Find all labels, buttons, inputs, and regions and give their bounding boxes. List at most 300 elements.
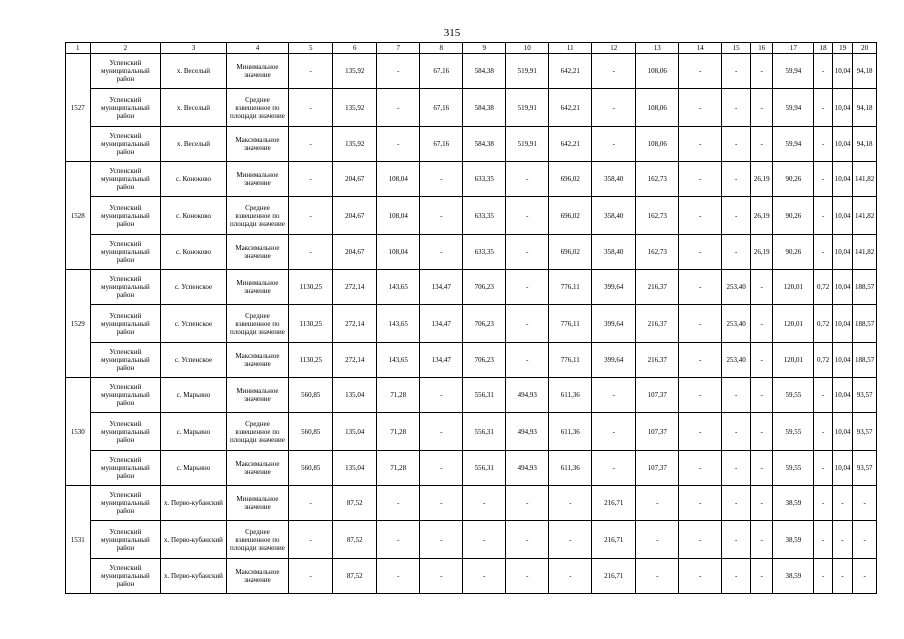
value-cell: -: [679, 413, 722, 451]
value-cell: -: [722, 451, 751, 486]
table-row: [66, 127, 877, 162]
district-cell: Успенский муниципальный район: [90, 162, 161, 197]
column-header: 3: [161, 43, 227, 54]
value-cell: -: [750, 54, 773, 89]
value-cell: -: [420, 486, 463, 521]
settlement-cell: х. Веселый: [161, 89, 227, 127]
column-header: 10: [506, 43, 549, 54]
value-cell: 135,04: [333, 378, 377, 413]
value-cell: 399,64: [592, 270, 636, 305]
value-cell: -: [506, 559, 549, 594]
value-cell: 642,21: [549, 54, 592, 89]
value-cell: -: [814, 451, 832, 486]
value-cell: 584,38: [463, 127, 506, 162]
value-cell: 59,55: [773, 451, 814, 486]
column-header: 9: [463, 43, 506, 54]
value-cell: 38,59: [773, 486, 814, 521]
column-header: 19: [832, 43, 852, 54]
table-row: [66, 521, 877, 559]
value-cell: 358,40: [592, 197, 636, 235]
value-cell: -: [679, 54, 722, 89]
value-cell: 556,31: [463, 413, 506, 451]
value-cell: -: [722, 127, 751, 162]
value-cell: 10,04: [832, 162, 852, 197]
value-cell: 776,11: [549, 305, 592, 343]
row-number: 1530: [66, 378, 91, 486]
value-cell: 120,01: [773, 305, 814, 343]
district-cell: Успенский муниципальный район: [90, 413, 161, 451]
page-number: 315: [443, 27, 461, 39]
value-cell: -: [853, 559, 877, 594]
value-cell: 93,57: [853, 378, 877, 413]
value-cell: 253,40: [722, 343, 751, 378]
value-cell: 272,14: [333, 270, 377, 305]
value-cell: 399,64: [592, 343, 636, 378]
value-cell: -: [506, 521, 549, 559]
value-cell: -: [832, 521, 852, 559]
value-cell: 611,36: [549, 378, 592, 413]
value-cell: 135,92: [333, 127, 377, 162]
value-cell: 272,14: [333, 305, 377, 343]
value-cell: 38,59: [773, 521, 814, 559]
value-cell: -: [289, 559, 333, 594]
value-cell: -: [549, 486, 592, 521]
value-cell: 108,06: [636, 89, 679, 127]
value-type-cell: Максимальное значение: [226, 451, 288, 486]
column-header: 16: [750, 43, 773, 54]
table-row: [66, 305, 877, 343]
district-cell: Успенский муниципальный район: [90, 378, 161, 413]
value-cell: -: [463, 559, 506, 594]
value-cell: 696,02: [549, 235, 592, 270]
value-cell: -: [814, 89, 832, 127]
value-cell: 59,94: [773, 54, 814, 89]
value-cell: -: [549, 521, 592, 559]
value-cell: -: [679, 270, 722, 305]
value-cell: 87,52: [333, 559, 377, 594]
settlement-cell: с. Коноково: [161, 235, 227, 270]
value-cell: 26,19: [750, 197, 773, 235]
value-cell: 143,65: [377, 343, 420, 378]
value-cell: -: [420, 521, 463, 559]
value-cell: 87,52: [333, 521, 377, 559]
value-cell: 696,02: [549, 162, 592, 197]
value-cell: 253,40: [722, 270, 751, 305]
value-type-cell: Минимальное значение: [226, 378, 288, 413]
settlement-cell: х. Перво-кубанский: [161, 521, 227, 559]
value-cell: 10,04: [832, 413, 852, 451]
value-cell: 108,04: [377, 162, 420, 197]
value-type-cell: Минимальное значение: [226, 54, 288, 89]
value-type-cell: Минимальное значение: [226, 162, 288, 197]
value-cell: 776,11: [549, 343, 592, 378]
value-cell: 134,47: [420, 270, 463, 305]
value-cell: -: [679, 127, 722, 162]
district-cell: Успенский муниципальный район: [90, 127, 161, 162]
value-cell: -: [592, 413, 636, 451]
district-cell: Успенский муниципальный район: [90, 343, 161, 378]
table-row: [66, 162, 877, 197]
district-cell: Успенский муниципальный район: [90, 197, 161, 235]
value-cell: 399,64: [592, 305, 636, 343]
value-cell: -: [853, 486, 877, 521]
value-cell: 519,91: [506, 127, 549, 162]
value-cell: -: [636, 486, 679, 521]
column-header: 15: [722, 43, 751, 54]
value-cell: 143,65: [377, 305, 420, 343]
value-type-cell: Среднее взвешенное по площади значение: [226, 197, 288, 235]
value-cell: -: [722, 235, 751, 270]
value-cell: -: [853, 521, 877, 559]
value-cell: -: [814, 413, 832, 451]
settlement-cell: с. Успенское: [161, 270, 227, 305]
value-cell: 67,16: [420, 89, 463, 127]
value-cell: 272,14: [333, 343, 377, 378]
value-cell: 706,23: [463, 270, 506, 305]
value-cell: -: [814, 486, 832, 521]
value-cell: 135,04: [333, 413, 377, 451]
value-cell: 107,37: [636, 451, 679, 486]
value-cell: 108,06: [636, 127, 679, 162]
value-cell: -: [377, 54, 420, 89]
value-cell: 358,40: [592, 162, 636, 197]
value-cell: 494,93: [506, 378, 549, 413]
value-type-cell: Максимальное значение: [226, 127, 288, 162]
value-cell: 90,26: [773, 235, 814, 270]
value-cell: -: [750, 486, 773, 521]
value-cell: 108,04: [377, 197, 420, 235]
value-cell: -: [750, 521, 773, 559]
row-number: 1527: [66, 54, 91, 162]
value-cell: -: [832, 486, 852, 521]
district-cell: Успенский муниципальный район: [90, 305, 161, 343]
column-header: 8: [420, 43, 463, 54]
value-cell: -: [463, 486, 506, 521]
value-cell: 94,18: [853, 54, 877, 89]
district-cell: Успенский муниципальный район: [90, 521, 161, 559]
value-cell: -: [420, 197, 463, 235]
table-body: [66, 54, 877, 594]
table-row: [66, 270, 877, 305]
value-cell: 38,59: [773, 559, 814, 594]
value-cell: -: [722, 521, 751, 559]
table-row: [66, 89, 877, 127]
value-cell: 0,72: [814, 305, 832, 343]
value-cell: 87,52: [333, 486, 377, 521]
value-cell: -: [420, 413, 463, 451]
value-cell: -: [750, 89, 773, 127]
header-row: [66, 43, 877, 54]
column-header: 17: [773, 43, 814, 54]
value-cell: 59,94: [773, 127, 814, 162]
column-header: 11: [549, 43, 592, 54]
settlement-cell: с. Коноково: [161, 197, 227, 235]
value-cell: -: [592, 451, 636, 486]
value-cell: 94,18: [853, 89, 877, 127]
column-header: 5: [289, 43, 333, 54]
value-cell: -: [750, 378, 773, 413]
value-cell: 216,37: [636, 343, 679, 378]
value-cell: -: [814, 162, 832, 197]
value-cell: 26,19: [750, 235, 773, 270]
value-cell: -: [679, 521, 722, 559]
value-cell: 216,71: [592, 486, 636, 521]
value-cell: -: [750, 127, 773, 162]
value-cell: -: [750, 451, 773, 486]
value-cell: -: [722, 54, 751, 89]
value-cell: -: [679, 378, 722, 413]
value-cell: -: [506, 235, 549, 270]
value-cell: 216,37: [636, 305, 679, 343]
value-cell: -: [814, 54, 832, 89]
value-cell: 141,82: [853, 162, 877, 197]
value-cell: 204,67: [333, 162, 377, 197]
value-cell: -: [814, 127, 832, 162]
value-cell: 188,57: [853, 270, 877, 305]
value-cell: -: [592, 54, 636, 89]
district-cell: Успенский муниципальный район: [90, 235, 161, 270]
value-cell: 90,26: [773, 162, 814, 197]
table-row: [66, 378, 877, 413]
row-number: 1531: [66, 486, 91, 594]
value-cell: 135,04: [333, 451, 377, 486]
column-header: 2: [90, 43, 161, 54]
value-cell: -: [377, 486, 420, 521]
district-cell: Успенский муниципальный район: [90, 270, 161, 305]
column-header: 7: [377, 43, 420, 54]
district-cell: Успенский муниципальный район: [90, 559, 161, 594]
value-cell: 10,04: [832, 270, 852, 305]
settlement-cell: х. Веселый: [161, 127, 227, 162]
value-cell: -: [814, 197, 832, 235]
column-header: 4: [226, 43, 288, 54]
value-cell: -: [722, 378, 751, 413]
table-header: [66, 43, 877, 54]
value-cell: 107,37: [636, 413, 679, 451]
value-cell: -: [679, 559, 722, 594]
value-cell: 706,23: [463, 305, 506, 343]
value-cell: 10,04: [832, 89, 852, 127]
value-cell: -: [679, 235, 722, 270]
value-cell: 141,82: [853, 197, 877, 235]
value-cell: -: [289, 54, 333, 89]
settlement-cell: х. Перво-кубанский: [161, 559, 227, 594]
column-header: 20: [853, 43, 877, 54]
value-cell: -: [377, 89, 420, 127]
value-cell: -: [463, 521, 506, 559]
value-cell: -: [506, 305, 549, 343]
value-cell: 141,82: [853, 235, 877, 270]
value-cell: -: [679, 89, 722, 127]
value-cell: 0,72: [814, 270, 832, 305]
value-cell: 216,37: [636, 270, 679, 305]
value-cell: 216,71: [592, 559, 636, 594]
value-cell: -: [832, 559, 852, 594]
table-row: [66, 54, 877, 89]
value-cell: -: [750, 413, 773, 451]
value-cell: 59,55: [773, 378, 814, 413]
value-cell: -: [814, 378, 832, 413]
value-cell: 10,04: [832, 343, 852, 378]
value-cell: 135,92: [333, 54, 377, 89]
value-cell: 560,85: [289, 451, 333, 486]
value-type-cell: Максимальное значение: [226, 343, 288, 378]
value-cell: -: [679, 162, 722, 197]
value-cell: -: [506, 270, 549, 305]
table-row: [66, 486, 877, 521]
value-cell: 642,21: [549, 127, 592, 162]
value-cell: -: [420, 378, 463, 413]
table-row: [66, 451, 877, 486]
value-cell: 120,01: [773, 343, 814, 378]
district-cell: Успенский муниципальный район: [90, 486, 161, 521]
value-cell: -: [289, 235, 333, 270]
value-cell: 71,28: [377, 413, 420, 451]
district-cell: Успенский муниципальный район: [90, 89, 161, 127]
value-cell: 519,91: [506, 89, 549, 127]
value-cell: -: [750, 270, 773, 305]
settlement-cell: с. Марьино: [161, 413, 227, 451]
value-cell: -: [750, 305, 773, 343]
value-cell: -: [289, 197, 333, 235]
value-cell: 10,04: [832, 197, 852, 235]
column-header: 18: [814, 43, 832, 54]
value-cell: 135,92: [333, 89, 377, 127]
settlement-cell: с. Успенское: [161, 343, 227, 378]
value-cell: -: [636, 521, 679, 559]
value-cell: 10,04: [832, 54, 852, 89]
value-type-cell: Среднее взвешенное по площади значение: [226, 413, 288, 451]
value-cell: 94,18: [853, 127, 877, 162]
value-cell: -: [814, 559, 832, 594]
value-type-cell: Среднее взвешенное по площади значение: [226, 89, 288, 127]
value-cell: 560,85: [289, 413, 333, 451]
value-cell: 10,04: [832, 235, 852, 270]
value-cell: 556,31: [463, 451, 506, 486]
value-cell: 611,36: [549, 451, 592, 486]
value-cell: 162,73: [636, 235, 679, 270]
settlement-cell: с. Успенское: [161, 305, 227, 343]
value-cell: 560,85: [289, 378, 333, 413]
value-cell: 59,55: [773, 413, 814, 451]
value-cell: 10,04: [832, 378, 852, 413]
value-cell: 611,36: [549, 413, 592, 451]
table-row: [66, 559, 877, 594]
value-cell: 188,57: [853, 343, 877, 378]
row-number: 1528: [66, 162, 91, 270]
value-cell: 519,91: [506, 54, 549, 89]
value-cell: 90,26: [773, 197, 814, 235]
value-cell: 216,71: [592, 521, 636, 559]
value-cell: -: [750, 559, 773, 594]
value-cell: 633,35: [463, 162, 506, 197]
value-cell: -: [592, 89, 636, 127]
value-cell: 107,37: [636, 378, 679, 413]
value-cell: -: [679, 343, 722, 378]
district-cell: Успенский муниципальный район: [90, 54, 161, 89]
value-cell: -: [506, 343, 549, 378]
value-cell: 358,40: [592, 235, 636, 270]
settlement-cell: х. Веселый: [161, 54, 227, 89]
value-cell: 204,67: [333, 235, 377, 270]
value-cell: -: [722, 559, 751, 594]
table-row: [66, 235, 877, 270]
value-cell: -: [289, 127, 333, 162]
value-cell: -: [506, 197, 549, 235]
value-cell: -: [377, 127, 420, 162]
value-cell: -: [377, 559, 420, 594]
value-cell: 1130,25: [289, 343, 333, 378]
value-cell: -: [506, 486, 549, 521]
value-cell: -: [420, 235, 463, 270]
value-cell: 494,93: [506, 413, 549, 451]
value-cell: -: [636, 559, 679, 594]
column-header: 6: [333, 43, 377, 54]
value-cell: 143,65: [377, 270, 420, 305]
value-cell: 108,04: [377, 235, 420, 270]
value-cell: 706,23: [463, 343, 506, 378]
value-type-cell: Минимальное значение: [226, 486, 288, 521]
value-cell: 10,04: [832, 127, 852, 162]
value-cell: 134,47: [420, 343, 463, 378]
value-cell: -: [420, 162, 463, 197]
value-cell: -: [722, 89, 751, 127]
value-cell: -: [592, 127, 636, 162]
value-cell: -: [679, 486, 722, 521]
row-number: 1529: [66, 270, 91, 378]
value-cell: 26,19: [750, 162, 773, 197]
column-header: 12: [592, 43, 636, 54]
value-cell: 1130,25: [289, 305, 333, 343]
value-cell: 108,06: [636, 54, 679, 89]
value-cell: -: [722, 486, 751, 521]
value-cell: 584,38: [463, 54, 506, 89]
value-type-cell: Максимальное значение: [226, 235, 288, 270]
value-cell: -: [722, 413, 751, 451]
column-header: 1: [66, 43, 91, 54]
value-cell: 696,02: [549, 197, 592, 235]
value-cell: 204,67: [333, 197, 377, 235]
value-cell: -: [289, 162, 333, 197]
value-cell: -: [679, 451, 722, 486]
value-cell: -: [814, 235, 832, 270]
value-cell: -: [289, 521, 333, 559]
value-cell: 67,16: [420, 54, 463, 89]
value-cell: 633,35: [463, 235, 506, 270]
value-type-cell: Среднее взвешенное по площади значение: [226, 521, 288, 559]
value-cell: 59,94: [773, 89, 814, 127]
value-cell: 776,11: [549, 270, 592, 305]
table-row: [66, 197, 877, 235]
value-cell: -: [592, 378, 636, 413]
value-cell: -: [679, 305, 722, 343]
value-cell: 162,73: [636, 162, 679, 197]
value-cell: 120,01: [773, 270, 814, 305]
value-cell: 1130,25: [289, 270, 333, 305]
value-cell: -: [549, 559, 592, 594]
value-cell: -: [377, 521, 420, 559]
value-cell: -: [289, 89, 333, 127]
value-cell: 134,47: [420, 305, 463, 343]
value-cell: 556,31: [463, 378, 506, 413]
value-cell: 10,04: [832, 451, 852, 486]
table-row: [66, 413, 877, 451]
value-cell: 162,73: [636, 197, 679, 235]
value-cell: -: [750, 343, 773, 378]
value-cell: 584,38: [463, 89, 506, 127]
settlement-cell: с. Марьино: [161, 378, 227, 413]
settlement-cell: х. Перво-кубанский: [161, 486, 227, 521]
